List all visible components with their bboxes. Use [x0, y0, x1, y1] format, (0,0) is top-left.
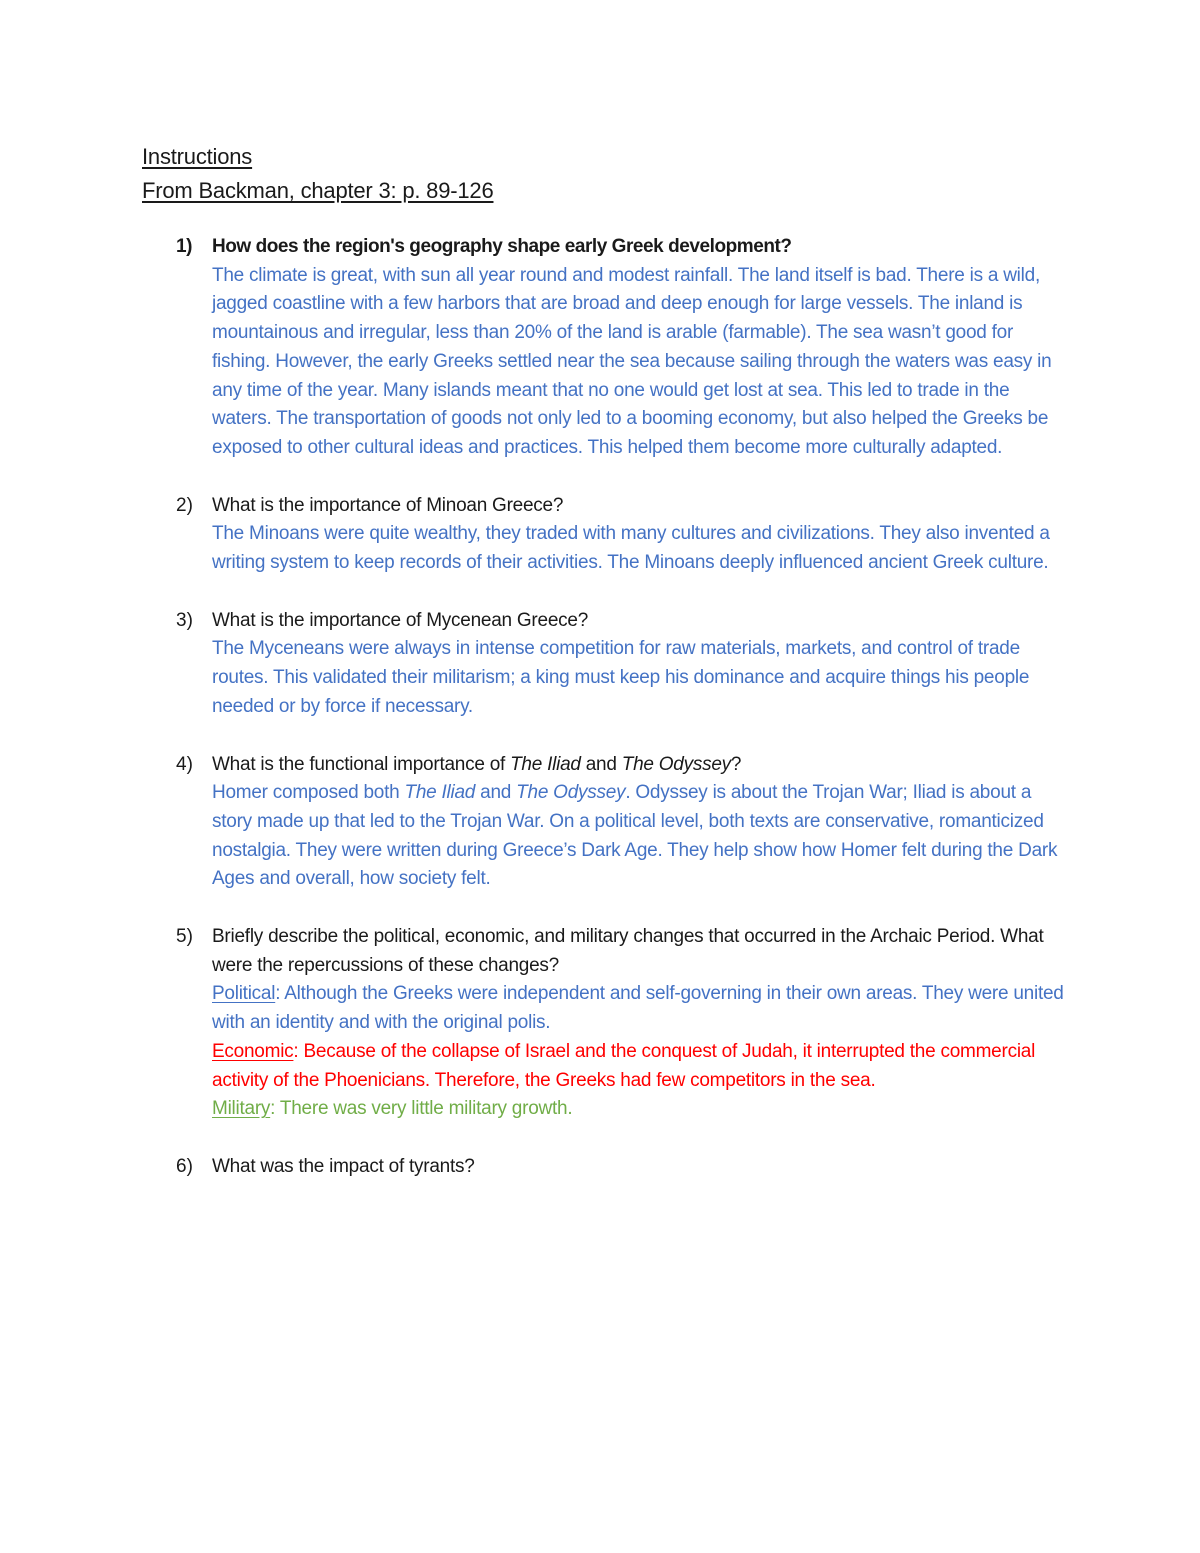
question-number: 5) [176, 926, 193, 948]
answer-text: The Myceneans were always in intense competition for raw materials, markets, and control of trade routes. This validated their militarism; a king must keep his dominance and acquire things his people needed or by force if necessary. [212, 638, 1030, 717]
iliad-title: The Iliad [510, 753, 581, 775]
military-answer [212, 1095, 1066, 1124]
answer-text: The climate is great, with sun all year round and modest rainfall. The land itself is bad. There is a wild, jagged coastline with a few harbors that are broad and deep enough for large vessels. The inland is mountainous and irregular, less than 20% of the land is arable (farmable). The sea wasn’t good for fishing. However, the early Greeks settled near the sea because sailing through the waters was easy in any time of the year. Many islands meant that no one would get lost at sea. This led to trade in the waters. The transportation of goods not only led to a booming economy, but also helped the Greeks be exposed to other cultural ideas and practices. This helped them become more culturally adapted. [212, 264, 1052, 458]
answer-text-part: . Odyssey is about the Trojan War; Iliad is about a story made up that led to the Trojan War. On a political level, both texts are conservative, romanticized nostalgia. They were written during Greece’s Dark Age. They help show how Homer felt during the Dark Ages and overall, how society felt. [212, 782, 1058, 890]
question-2 [176, 492, 1066, 578]
question-text: What is the importance of Minoan Greece? [212, 494, 564, 516]
economic-text: : Because of the collapse of Israel and the conquest of Judah, it interrupted the commercial activity of the Phoenicians. Therefore, the Greeks had few competitors in the sea. [212, 1040, 1036, 1091]
heading-block [142, 140, 493, 208]
political-answer [212, 980, 1066, 1037]
iliad-title: The Iliad [404, 782, 476, 804]
military-label: Military [212, 1098, 271, 1120]
question-6 [176, 1153, 1066, 1182]
question-list [176, 233, 1066, 1211]
answer-text-part: Homer composed both [212, 782, 405, 804]
answer-text: The Minoans were quite wealthy, they traded with many cultures and civilizations. They also invented a writing system to keep records of their activities. The Minoans deeply influenced ancient Greek culture. [212, 523, 1050, 574]
question-text: Briefly describe the political, economic, and military changes that occurred in the Archaic Period. What were the repercussions of these changes? [212, 926, 1044, 976]
question-number: 2) [176, 494, 193, 516]
question-number: 3) [176, 609, 193, 631]
question-4 [176, 751, 1066, 895]
military-text: : There was very little military growth. [270, 1098, 573, 1120]
question-text [212, 751, 1066, 780]
question-text: What was the impact of tyrants? [212, 1155, 475, 1177]
question-1 [176, 233, 1066, 463]
answer-text [212, 779, 1066, 894]
question-number: 4) [176, 753, 193, 775]
question-text: How does the region's geography shape early Greek development? [212, 236, 792, 257]
page-subtitle: From Backman, chapter 3: p. 89-126 [142, 178, 494, 203]
economic-label: Economic [212, 1040, 294, 1062]
odyssey-title: The Odyssey [516, 782, 626, 804]
economic-answer [212, 1038, 1066, 1095]
political-text: : Although the Greeks were independent and self-governing in their own areas. They were united with an identity and with the original polis. [212, 983, 1064, 1034]
political-label: Political [212, 983, 276, 1005]
question-text-part: What is the functional importance of [212, 753, 511, 775]
answer-text-part: and [475, 782, 517, 804]
question-3 [176, 607, 1066, 722]
question-5 [176, 923, 1066, 1124]
page-title: Instructions [142, 144, 253, 169]
question-number: 1) [176, 236, 192, 257]
question-mark: ? [730, 753, 742, 775]
odyssey-title: The Odyssey [621, 753, 731, 775]
question-number: 6) [176, 1155, 193, 1177]
question-text-part: and [580, 753, 622, 775]
question-text: What is the importance of Mycenean Greece? [212, 609, 589, 631]
